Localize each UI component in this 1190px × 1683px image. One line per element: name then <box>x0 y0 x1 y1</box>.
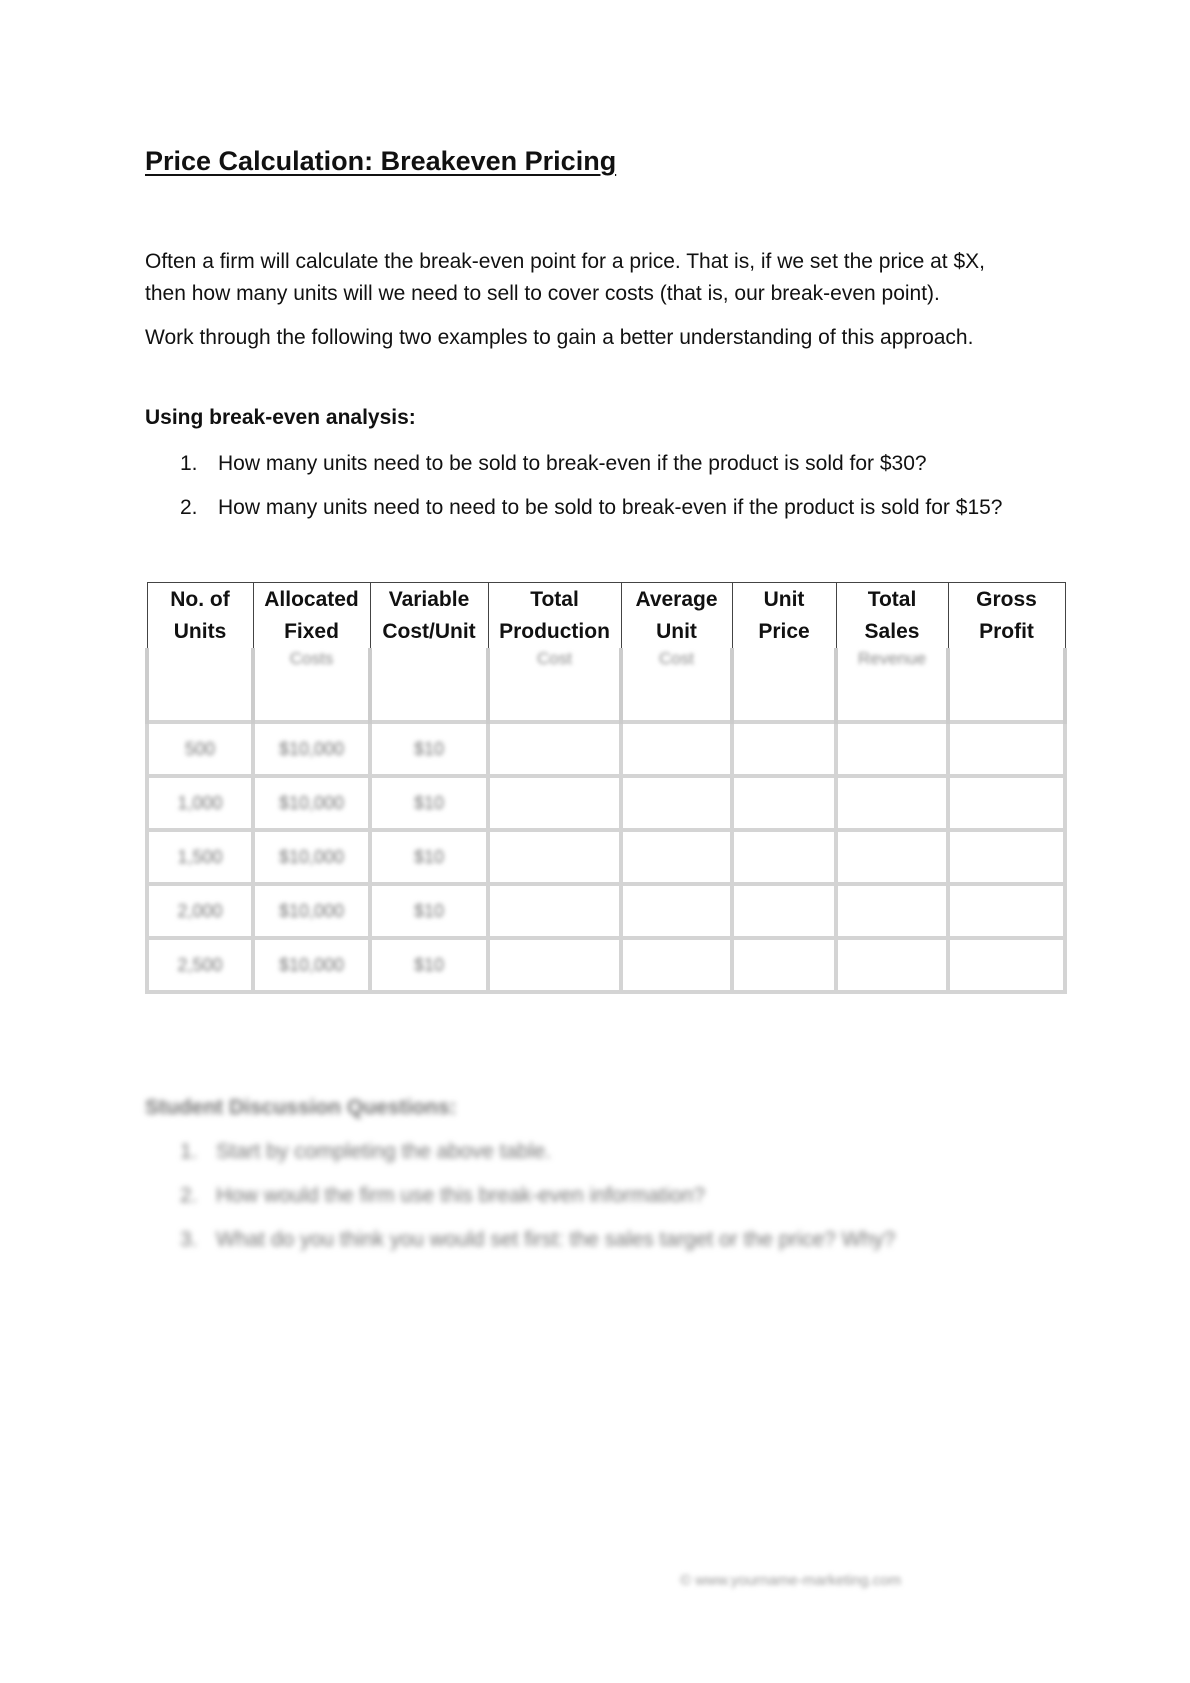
breakeven-table <box>145 582 1067 994</box>
question-number: 2. <box>180 1184 198 1207</box>
cell-empty[interactable] <box>948 830 1065 884</box>
table-header-continuation-row <box>147 648 1065 722</box>
header-cell <box>147 648 253 722</box>
question-text: How many units need to need to be sold to break-even if the product is sold for $15? <box>218 496 1003 519</box>
cell-empty[interactable] <box>836 776 948 830</box>
cell-fixed: $10,000 <box>253 884 370 938</box>
question-number: 3. <box>180 1228 198 1251</box>
analysis-question-list <box>180 448 1002 536</box>
intro-line-2: then how many units will we need to sell to cover costs (that is, our break-even point). <box>145 282 940 305</box>
header-cell: Cost <box>488 648 621 722</box>
cell-empty[interactable] <box>836 722 948 776</box>
cell-empty[interactable] <box>488 722 621 776</box>
discussion-question <box>180 1180 895 1224</box>
cell-units: 1,000 <box>147 776 253 830</box>
header-variable-cost: Variable Cost/Unit <box>370 583 488 649</box>
discussion-question <box>180 1136 895 1180</box>
analysis-question <box>180 492 1002 536</box>
header-total-production-cost: Total Production <box>488 583 621 649</box>
header-cell: Cost <box>621 648 732 722</box>
question-number: 1. <box>180 1140 198 1163</box>
header-unit-price: Unit Price <box>732 583 836 649</box>
cell-fixed: $10,000 <box>253 830 370 884</box>
cell-variable: $10 <box>370 938 488 992</box>
header-average-unit-cost: Average Unit <box>621 583 732 649</box>
header-cell <box>732 648 836 722</box>
question-number: 1. <box>180 452 198 475</box>
question-text: How would the firm use this break-even information? <box>216 1184 706 1207</box>
cell-empty[interactable] <box>836 938 948 992</box>
cell-empty[interactable] <box>488 776 621 830</box>
copyright-footer: © www.yourname-marketing.com <box>680 1572 902 1589</box>
table-header-row <box>147 583 1065 649</box>
cell-empty[interactable] <box>732 884 836 938</box>
header-cell <box>370 648 488 722</box>
table-row <box>147 722 1065 776</box>
cell-variable: $10 <box>370 776 488 830</box>
cell-empty[interactable] <box>836 884 948 938</box>
cell-fixed: $10,000 <box>253 722 370 776</box>
cell-empty[interactable] <box>621 776 732 830</box>
cell-empty[interactable] <box>732 830 836 884</box>
page-title: Price Calculation: Breakeven Pricing <box>145 146 617 176</box>
intro-line-3: Work through the following two examples to gain a better understanding of this approach. <box>145 326 974 349</box>
table-row <box>147 884 1065 938</box>
cell-units: 2,500 <box>147 938 253 992</box>
question-number: 2. <box>180 496 198 519</box>
cell-empty[interactable] <box>836 830 948 884</box>
cell-variable: $10 <box>370 830 488 884</box>
cell-units: 500 <box>147 722 253 776</box>
cell-empty[interactable] <box>621 938 732 992</box>
cell-empty[interactable] <box>732 938 836 992</box>
cell-empty[interactable] <box>488 830 621 884</box>
header-cell <box>948 648 1065 722</box>
cell-empty[interactable] <box>732 776 836 830</box>
table-row <box>147 938 1065 992</box>
discussion-heading: Student Discussion Questions: <box>145 1096 457 1119</box>
cell-empty[interactable] <box>948 722 1065 776</box>
cell-variable: $10 <box>370 884 488 938</box>
discussion-question-list <box>180 1136 895 1268</box>
cell-empty[interactable] <box>621 884 732 938</box>
header-fixed-costs: Allocated Fixed <box>253 583 370 649</box>
question-text: How many units need to be sold to break-even if the product is sold for $30? <box>218 452 927 475</box>
cell-empty[interactable] <box>948 884 1065 938</box>
header-cell: Revenue <box>836 648 948 722</box>
cell-fixed: $10,000 <box>253 776 370 830</box>
cell-units: 2,000 <box>147 884 253 938</box>
header-units: No. of Units <box>147 583 253 649</box>
question-text: What do you think you would set first: the sales target or the price? Why? <box>216 1228 896 1251</box>
cell-empty[interactable] <box>621 830 732 884</box>
intro-line-1: Often a firm will calculate the break-even point for a price. That is, if we set the price at $X, <box>145 250 985 273</box>
cell-empty[interactable] <box>621 722 732 776</box>
table-row <box>147 830 1065 884</box>
header-gross-profit: Gross Profit <box>948 583 1065 649</box>
cell-empty[interactable] <box>732 722 836 776</box>
table-row <box>147 776 1065 830</box>
header-total-sales: Total Sales <box>836 583 948 649</box>
cell-empty[interactable] <box>488 884 621 938</box>
cell-empty[interactable] <box>488 938 621 992</box>
breakeven-table-container <box>145 582 1063 994</box>
cell-variable: $10 <box>370 722 488 776</box>
cell-fixed: $10,000 <box>253 938 370 992</box>
question-text: Start by completing the above table. <box>216 1140 552 1163</box>
discussion-question <box>180 1224 895 1268</box>
header-cell: Costs <box>253 648 370 722</box>
cell-empty[interactable] <box>948 776 1065 830</box>
analysis-question <box>180 448 1002 492</box>
cell-empty[interactable] <box>948 938 1065 992</box>
cell-units: 1,500 <box>147 830 253 884</box>
analysis-heading: Using break-even analysis: <box>145 406 416 429</box>
